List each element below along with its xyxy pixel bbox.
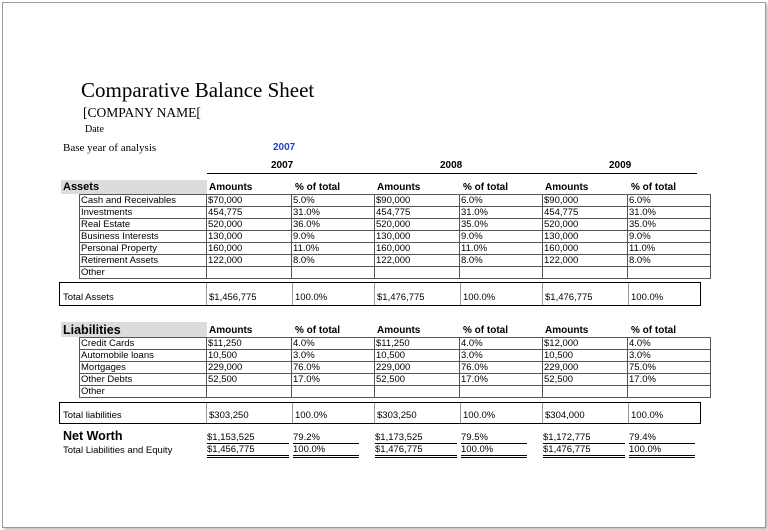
asset-cell-pct-2008[interactable]: 9.0% <box>460 231 543 243</box>
liability-cell-pct-2009[interactable] <box>628 386 711 398</box>
liabilities-table <box>79 337 711 398</box>
liability-cell-label[interactable]: Credit Cards <box>80 338 207 350</box>
date-label[interactable]: Date <box>85 124 104 135</box>
liability-row <box>80 362 711 374</box>
liability-cell-amount-2009[interactable]: 52,500 <box>543 374 628 386</box>
liability-cell-label[interactable]: Mortgages <box>80 362 207 374</box>
asset-cell-amount-2009[interactable]: 160,000 <box>543 243 628 255</box>
company-name[interactable]: [COMPANY NAME[ <box>83 105 201 120</box>
year-header-2008: 2008 <box>440 160 463 171</box>
total-liabilities-amount-2007[interactable]: $303,250 <box>209 410 249 421</box>
page-title: Comparative Balance Sheet <box>81 78 315 102</box>
total-assets-amount-2007[interactable]: $1,456,775 <box>209 292 257 303</box>
liability-cell-pct-2007[interactable]: 4.0% <box>292 338 375 350</box>
asset-cell-pct-2007[interactable]: 31.0% <box>292 207 375 219</box>
asset-cell-pct-2007[interactable]: 11.0% <box>292 243 375 255</box>
asset-cell-pct-2007[interactable]: 36.0% <box>292 219 375 231</box>
liability-cell-amount-2008[interactable]: 10,500 <box>375 350 460 362</box>
asset-cell-amount-2008[interactable]: 130,000 <box>375 231 460 243</box>
asset-cell-amount-2007[interactable]: 130,000 <box>207 231 292 243</box>
asset-cell-amount-2008[interactable]: 520,000 <box>375 219 460 231</box>
liab-pct-header-2007: % of total <box>295 325 340 336</box>
total-assets-label: Total Assets <box>63 292 114 303</box>
worksheet-page <box>2 2 766 528</box>
liability-cell-amount-2009[interactable]: 229,000 <box>543 362 628 374</box>
asset-cell-label[interactable]: Business Interests <box>80 231 207 243</box>
total-le-label: Total Liabilities and Equity <box>63 445 173 456</box>
liability-cell-amount-2009[interactable]: $12,000 <box>543 338 628 350</box>
liability-cell-pct-2007[interactable]: 3.0% <box>292 350 375 362</box>
asset-cell-pct-2008[interactable]: 8.0% <box>460 255 543 267</box>
assets-pct-header-2007: % of total <box>295 182 340 193</box>
base-year-label: Base year of analysis <box>63 142 157 154</box>
asset-cell-amount-2007[interactable]: $70,000 <box>207 195 292 207</box>
liability-cell-amount-2008[interactable]: $11,250 <box>375 338 460 350</box>
liability-cell-amount-2009[interactable]: 10,500 <box>543 350 628 362</box>
asset-cell-amount-2008[interactable] <box>375 267 460 279</box>
asset-cell-amount-2007[interactable]: 122,000 <box>207 255 292 267</box>
asset-cell-amount-2008[interactable]: 160,000 <box>375 243 460 255</box>
asset-cell-pct-2007[interactable] <box>292 267 375 279</box>
year-header-rule <box>207 173 697 174</box>
asset-cell-pct-2009[interactable]: 6.0% <box>628 195 711 207</box>
asset-cell-amount-2007[interactable]: 454,775 <box>207 207 292 219</box>
liability-cell-label[interactable]: Other <box>80 386 207 398</box>
asset-row <box>80 231 711 243</box>
base-year-value[interactable]: 2007 <box>273 142 296 153</box>
asset-cell-amount-2007[interactable]: 160,000 <box>207 243 292 255</box>
liability-row <box>80 338 711 350</box>
asset-cell-pct-2009[interactable]: 35.0% <box>628 219 711 231</box>
total-le-pct-2007[interactable]: 100.0% <box>293 444 359 458</box>
total-assets-pct-2008[interactable]: 100.0% <box>463 292 496 303</box>
asset-cell-pct-2009[interactable] <box>628 267 711 279</box>
asset-cell-pct-2008[interactable]: 31.0% <box>460 207 543 219</box>
asset-cell-label[interactable]: Investments <box>80 207 207 219</box>
total-liabilities-amount-2008[interactable]: $303,250 <box>377 410 417 421</box>
asset-cell-pct-2008[interactable]: 11.0% <box>460 243 543 255</box>
asset-cell-amount-2008[interactable]: 454,775 <box>375 207 460 219</box>
liabilities-title: Liabilities <box>63 323 121 337</box>
liability-cell-pct-2009[interactable]: 17.0% <box>628 374 711 386</box>
year-header-2009: 2009 <box>609 160 632 171</box>
liability-cell-pct-2009[interactable]: 4.0% <box>628 338 711 350</box>
liability-cell-pct-2008[interactable]: 76.0% <box>460 362 543 374</box>
asset-cell-label[interactable]: Retirement Assets <box>80 255 207 267</box>
asset-cell-pct-2007[interactable]: 8.0% <box>292 255 375 267</box>
liability-cell-label[interactable]: Other Debts <box>80 374 207 386</box>
assets-table <box>79 194 711 279</box>
liability-cell-amount-2007[interactable]: $11,250 <box>207 338 292 350</box>
net-worth-label: Net Worth <box>63 429 123 443</box>
liab-pct-header-2009: % of total <box>631 325 676 336</box>
liab-amounts-header-2008: Amounts <box>377 325 421 336</box>
asset-cell-pct-2008[interactable]: 35.0% <box>460 219 543 231</box>
asset-cell-label[interactable]: Other <box>80 267 207 279</box>
asset-cell-label[interactable]: Real Estate <box>80 219 207 231</box>
asset-cell-amount-2007[interactable] <box>207 267 292 279</box>
liability-cell-amount-2007[interactable]: 229,000 <box>207 362 292 374</box>
liability-cell-pct-2008[interactable]: 4.0% <box>460 338 543 350</box>
liability-cell-amount-2007[interactable] <box>207 386 292 398</box>
liability-cell-pct-2007[interactable]: 17.0% <box>292 374 375 386</box>
asset-cell-amount-2009[interactable]: 122,000 <box>543 255 628 267</box>
net-worth-pct-2009[interactable]: 79.4% <box>629 432 695 444</box>
liab-pct-header-2008: % of total <box>463 325 508 336</box>
asset-cell-pct-2009[interactable]: 8.0% <box>628 255 711 267</box>
liab-amounts-header-2009: Amounts <box>545 325 589 336</box>
asset-row <box>80 219 711 231</box>
liability-cell-pct-2007[interactable] <box>292 386 375 398</box>
year-header-2007: 2007 <box>271 160 294 171</box>
total-le-amount-2009[interactable]: $1,476,775 <box>543 444 625 458</box>
liability-cell-amount-2007[interactable]: 10,500 <box>207 350 292 362</box>
liability-cell-amount-2008[interactable]: 52,500 <box>375 374 460 386</box>
net-worth-pct-2007[interactable]: 79.2% <box>293 432 359 444</box>
total-le-amount-2007[interactable]: $1,456,775 <box>207 444 289 458</box>
total-assets-row <box>59 282 701 306</box>
total-liabilities-label: Total liabilities <box>63 410 122 421</box>
asset-cell-amount-2009[interactable]: 454,775 <box>543 207 628 219</box>
total-assets-pct-2007[interactable]: 100.0% <box>295 292 328 303</box>
asset-cell-pct-2009[interactable]: 11.0% <box>628 243 711 255</box>
liability-cell-pct-2009[interactable]: 3.0% <box>628 350 711 362</box>
asset-row <box>80 195 711 207</box>
assets-pct-header-2009: % of total <box>631 182 676 193</box>
liability-cell-label[interactable]: Automobile loans <box>80 350 207 362</box>
net-worth-amount-2008[interactable]: $1,173,525 <box>375 432 457 444</box>
total-assets-pct-2009[interactable]: 100.0% <box>631 292 664 303</box>
assets-amounts-header-2009: Amounts <box>545 182 589 193</box>
total-liabilities-pct-2009[interactable]: 100.0% <box>631 410 664 421</box>
asset-row <box>80 207 711 219</box>
asset-cell-amount-2007[interactable]: 520,000 <box>207 219 292 231</box>
total-le-pct-2008[interactable]: 100.0% <box>461 444 527 458</box>
asset-cell-amount-2009[interactable]: $90,000 <box>543 195 628 207</box>
assets-amounts-header-2007: Amounts <box>209 182 253 193</box>
total-assets-amount-2008[interactable]: $1,476,775 <box>377 292 425 303</box>
net-worth-amount-2009[interactable]: $1,172,775 <box>543 432 625 444</box>
liability-cell-pct-2008[interactable]: 3.0% <box>460 350 543 362</box>
liab-amounts-header-2007: Amounts <box>209 325 253 336</box>
total-assets-amount-2009[interactable]: $1,476,775 <box>545 292 593 303</box>
liability-cell-pct-2008[interactable]: 17.0% <box>460 374 543 386</box>
assets-amounts-header-2008: Amounts <box>377 182 421 193</box>
liability-cell-pct-2009[interactable]: 75.0% <box>628 362 711 374</box>
liability-cell-amount-2007[interactable]: 52,500 <box>207 374 292 386</box>
asset-cell-label[interactable]: Personal Property <box>80 243 207 255</box>
asset-cell-pct-2009[interactable]: 9.0% <box>628 231 711 243</box>
assets-pct-header-2008: % of total <box>463 182 508 193</box>
liability-cell-pct-2007[interactable]: 76.0% <box>292 362 375 374</box>
liability-cell-pct-2008[interactable] <box>460 386 543 398</box>
liability-row <box>80 350 711 362</box>
asset-row <box>80 255 711 267</box>
asset-cell-pct-2007[interactable]: 5.0% <box>292 195 375 207</box>
asset-cell-amount-2008[interactable]: $90,000 <box>375 195 460 207</box>
asset-cell-label[interactable]: Cash and Receivables <box>80 195 207 207</box>
total-liabilities-pct-2007[interactable]: 100.0% <box>295 410 328 421</box>
asset-cell-pct-2009[interactable]: 31.0% <box>628 207 711 219</box>
total-liabilities-row <box>59 402 701 424</box>
asset-cell-amount-2009[interactable]: 130,000 <box>543 231 628 243</box>
asset-cell-pct-2007[interactable]: 9.0% <box>292 231 375 243</box>
asset-cell-pct-2008[interactable] <box>460 267 543 279</box>
assets-title: Assets <box>63 181 100 193</box>
liability-cell-amount-2008[interactable] <box>375 386 460 398</box>
total-le-pct-2009[interactable]: 100.0% <box>629 444 695 458</box>
asset-cell-amount-2009[interactable]: 520,000 <box>543 219 628 231</box>
asset-cell-pct-2008[interactable]: 6.0% <box>460 195 543 207</box>
net-worth-amount-2007[interactable]: $1,153,525 <box>207 432 289 444</box>
total-liabilities-pct-2008[interactable]: 100.0% <box>463 410 496 421</box>
asset-row <box>80 243 711 255</box>
total-le-amount-2008[interactable]: $1,476,775 <box>375 444 457 458</box>
asset-cell-amount-2008[interactable]: 122,000 <box>375 255 460 267</box>
asset-row <box>80 267 711 279</box>
liability-row <box>80 374 711 386</box>
liability-cell-amount-2008[interactable]: 229,000 <box>375 362 460 374</box>
asset-cell-amount-2009[interactable] <box>543 267 628 279</box>
total-liabilities-amount-2009[interactable]: $304,000 <box>545 410 585 421</box>
net-worth-pct-2008[interactable]: 79.5% <box>461 432 527 444</box>
liability-row <box>80 386 711 398</box>
liability-cell-amount-2009[interactable] <box>543 386 628 398</box>
